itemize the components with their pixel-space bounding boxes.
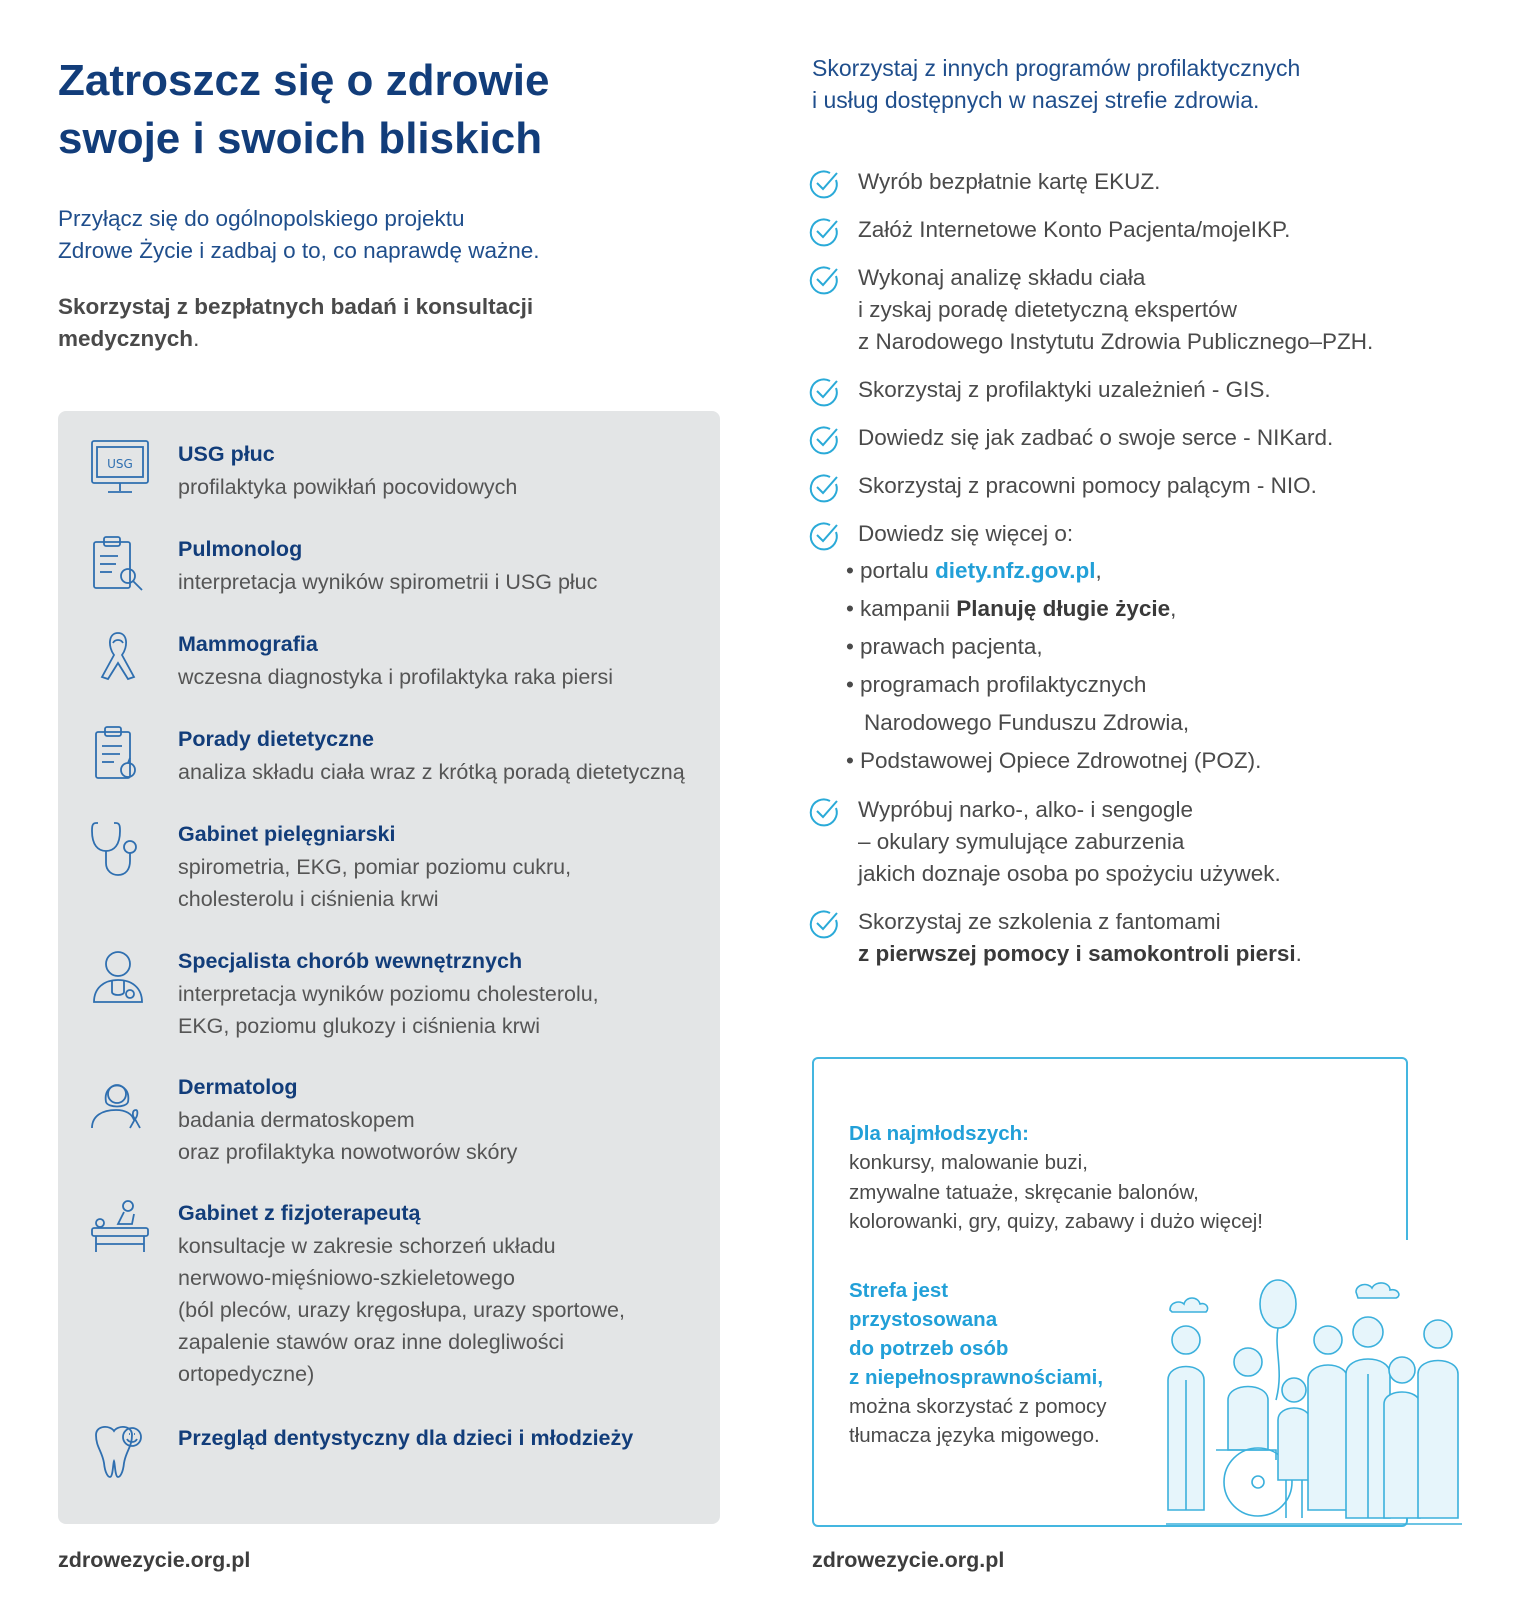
diety-link[interactable]: diety.nfz.gov.pl xyxy=(935,558,1096,583)
service-desc: interpretacja wyników spirometrii i USG płuc xyxy=(178,570,598,594)
check-item: Dowiedz się więcej o: xyxy=(808,518,1508,550)
check-item: Skorzystaj z pracowni pomocy palącym - NIO. xyxy=(808,470,1508,502)
doctor-icon xyxy=(88,946,152,1006)
check-circle-icon xyxy=(808,908,840,940)
bullet-programs: • programach profilaktycznych xyxy=(850,666,1508,704)
service-desc: profilaktyka powikłań pocovidowych xyxy=(178,475,518,499)
service-title: Porady dietetyczne xyxy=(178,727,374,751)
check-circle-icon xyxy=(808,520,840,552)
check-circle-icon xyxy=(808,796,840,828)
check-item: Wypróbuj narko-, alko- i sengogle – okulary symulujące zaburzenia jakich doznaje osoba po spożyciu używek. xyxy=(808,794,1508,890)
service-title: Pulmonolog xyxy=(178,537,303,561)
title-line-1: Zatroszcz się o zdrowie xyxy=(58,56,550,105)
kids-desc: konkursy, malowanie buzi, zmywalne tatuaże, skręcanie balonów, kolorowanki, gry, quizy, zabawy i dużo więcej! xyxy=(849,1151,1263,1233)
check-item: Skorzystaj z profilaktyki uzależnień - GIS. xyxy=(808,374,1508,406)
tooth-smile-icon xyxy=(88,1423,152,1483)
bullet-patient-rights: • prawach pacjenta, xyxy=(850,628,1508,666)
right-heading-line-2: i usług dostępnych w naszej strefie zdrowia. xyxy=(812,87,1260,113)
bullet-portal: • portalu diety.nfz.gov.pl, xyxy=(850,552,1508,590)
family-illustration xyxy=(1166,1270,1462,1528)
footer-url-right[interactable]: zdrowezycie.org.pl xyxy=(812,1548,1005,1572)
check-item: Wykonaj analizę składu ciała i zyskaj poradę dietetyczną ekspertów z Narodowego Instytutu Zdrowia Publicznego–PZH. xyxy=(808,262,1508,358)
right-heading xyxy=(812,52,1492,116)
intro-line-1: Przyłącz się do ogólnopolskiego projektu xyxy=(58,206,465,231)
service-desc: badania dermatoskopem oraz profilaktyka nowotworów skóry xyxy=(178,1108,518,1164)
accessibility-desc: można skorzystać z pomocy tłumacza języka migowego. xyxy=(849,1395,1107,1447)
svg-text:USG: USG xyxy=(107,457,133,471)
footer-url-left[interactable]: zdrowezycie.org.pl xyxy=(58,1548,251,1572)
title-line-2: swoje i swoich bliskich xyxy=(58,114,543,163)
kids-title: Dla najmłodszych: xyxy=(849,1122,1029,1145)
check-circle-icon xyxy=(808,472,840,504)
service-title: Przegląd dentystyczny dla dzieci i młodzieży xyxy=(178,1426,634,1450)
intro-text xyxy=(58,203,698,267)
service-title: Mammografia xyxy=(178,632,318,656)
check-circle-icon xyxy=(808,264,840,296)
service-desc: interpretacja wyników poziomu cholesterolu, EKG, poziomu glukozy i ciśnienia krwi xyxy=(178,982,599,1038)
check-item: Załóż Internetowe Konto Pacjenta/mojeIKP. xyxy=(808,214,1508,246)
service-title: Specjalista chorób wewnętrznych xyxy=(178,949,523,973)
offer-line-2 xyxy=(58,323,698,355)
service-title: Gabinet pielęgniarski xyxy=(178,822,396,846)
bullet-programs-cont: Narodowego Funduszu Zdrowia, xyxy=(864,710,1190,735)
service-desc: spirometria, EKG, pomiar poziomu cukru, cholesterolu i ciśnienia krwi xyxy=(178,855,572,911)
service-desc: wczesna diagnostyka i profilaktyka raka piersi xyxy=(178,665,613,689)
intro-line-2: Zdrowe Życie i zadbaj o to, co naprawdę ważne. xyxy=(58,238,540,263)
check-item: Skorzystaj ze szkolenia z fantomami z pierwszej pomocy i samokontroli piersi. xyxy=(808,906,1508,970)
awareness-ribbon-icon xyxy=(88,629,152,689)
service-title: USG płuc xyxy=(178,442,275,466)
check-circle-icon xyxy=(808,376,840,408)
check-item: Dowiedz się jak zadbać o swoje serce - NIKard. xyxy=(808,422,1508,454)
clipboard-search-icon xyxy=(88,534,152,594)
service-title: Gabinet z fizjoterapeutą xyxy=(178,1201,421,1225)
woman-ribbon-icon xyxy=(88,1072,152,1132)
right-heading-line-1: Skorzystaj z innych programów profilaktycznych xyxy=(812,55,1301,81)
service-title: Dermatolog xyxy=(178,1075,298,1099)
accessibility-title: Strefa jest przystosowana do potrzeb osób z niepełnosprawnościami, xyxy=(849,1279,1104,1389)
service-desc: konsultacje w zakresie schorzeń układu nerwowo-mięśniowo-szkieletowego (ból pleców, urazy kręgosłupa, urazy sportowe, zapalenie stawów oraz inne dolegliwości ortopedyczne) xyxy=(178,1234,625,1386)
stethoscope-icon xyxy=(88,819,152,879)
offer-text xyxy=(58,291,698,355)
check-circle-icon xyxy=(808,424,840,456)
checklist xyxy=(808,166,1508,970)
check-circle-icon xyxy=(808,168,840,200)
service-desc: analiza składu ciała wraz z krótką poradą dietetyczną xyxy=(178,760,685,784)
bullet-campaign: • kampanii Planuję długie życie, xyxy=(850,590,1508,628)
offer-line-2-bold: medycznych xyxy=(58,326,194,351)
services-panel xyxy=(58,411,720,1524)
offer-line-1: Skorzystaj z bezpłatnych badań i konsultacji xyxy=(58,294,534,319)
clipboard-apple-icon xyxy=(88,724,152,784)
page-title xyxy=(58,52,698,168)
offer-period: . xyxy=(193,326,200,351)
check-item: Wyrób bezpłatnie kartę EKUZ. xyxy=(808,166,1508,198)
massage-table-icon xyxy=(88,1198,152,1258)
check-circle-icon xyxy=(808,216,840,248)
usg-monitor-icon xyxy=(88,439,152,499)
bullet-poz: • Podstawowej Opiece Zdrowotnej (POZ). xyxy=(850,742,1508,780)
more-info-list xyxy=(808,552,1508,780)
